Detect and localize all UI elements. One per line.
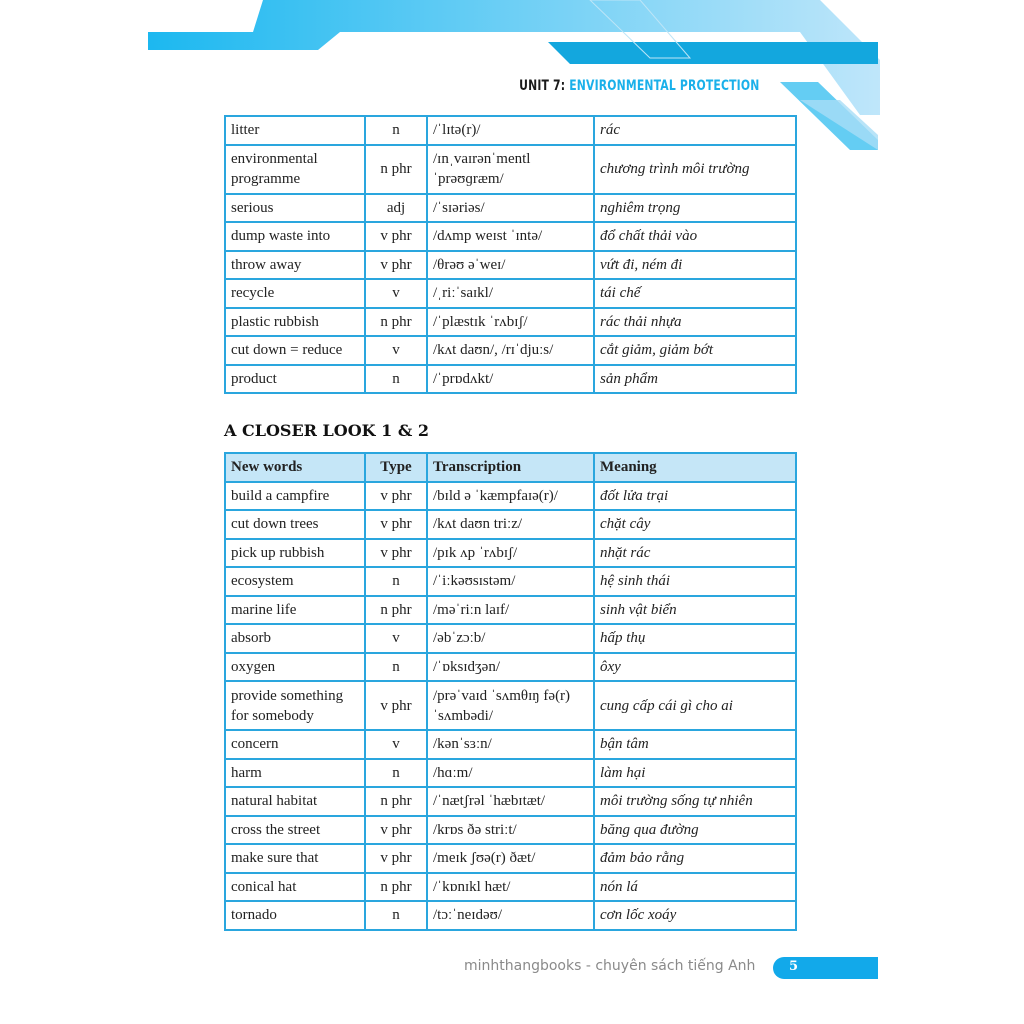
table-row xyxy=(225,681,796,730)
transcription-cell: /ˈɒksɪdʒən/ xyxy=(427,653,594,682)
word-cell: harm xyxy=(225,759,365,788)
transcription-cell: /bɪld ə ˈkæmpfaɪə(r)/ xyxy=(427,482,594,511)
type-cell: n xyxy=(365,901,427,930)
transcription-cell: /hɑːm/ xyxy=(427,759,594,788)
table-header-row xyxy=(225,453,796,482)
transcription-cell: /dʌmp weɪst ˈɪntə/ xyxy=(427,222,594,251)
table-row xyxy=(225,308,796,337)
meaning-cell: chương trình môi trường xyxy=(594,145,796,194)
table-row xyxy=(225,596,796,625)
meaning-cell: tái chế xyxy=(594,279,796,308)
type-cell: n xyxy=(365,116,427,145)
type-cell: n xyxy=(365,567,427,596)
table-row xyxy=(225,116,796,145)
meaning-cell: môi trường sống tự nhiên xyxy=(594,787,796,816)
word-cell: ecosystem xyxy=(225,567,365,596)
word-cell: product xyxy=(225,365,365,394)
word-cell: natural habitat xyxy=(225,787,365,816)
table-row xyxy=(225,653,796,682)
type-cell: n phr xyxy=(365,308,427,337)
table-row xyxy=(225,816,796,845)
table-row xyxy=(225,482,796,511)
word-cell: concern xyxy=(225,730,365,759)
type-cell: v phr xyxy=(365,251,427,280)
transcription-cell: /ˈlɪtə(r)/ xyxy=(427,116,594,145)
transcription-cell: /ˈnætʃrəl ˈhæbɪtæt/ xyxy=(427,787,594,816)
transcription-cell: /kʌt daʊn/, /rɪˈdjuːs/ xyxy=(427,336,594,365)
type-cell: v xyxy=(365,730,427,759)
type-cell: v phr xyxy=(365,681,427,730)
vocabulary-table-1 xyxy=(224,115,797,394)
transcription-cell: /əbˈzɔːb/ xyxy=(427,624,594,653)
meaning-cell: nghiêm trọng xyxy=(594,194,796,223)
word-cell: cross the street xyxy=(225,816,365,845)
meaning-cell: rác xyxy=(594,116,796,145)
word-cell: pick up rubbish xyxy=(225,539,365,568)
word-cell: build a campfire xyxy=(225,482,365,511)
meaning-cell: cung cấp cái gì cho ai xyxy=(594,681,796,730)
meaning-cell: rác thải nhựa xyxy=(594,308,796,337)
type-cell: v phr xyxy=(365,844,427,873)
table-row xyxy=(225,901,796,930)
table-row xyxy=(225,873,796,902)
meaning-cell: chặt cây xyxy=(594,510,796,539)
table-row xyxy=(225,510,796,539)
type-cell: v xyxy=(365,336,427,365)
transcription-cell: /pɪk ʌp ˈrʌbɪʃ/ xyxy=(427,539,594,568)
table-row xyxy=(225,624,796,653)
meaning-cell: nhặt rác xyxy=(594,539,796,568)
table-row xyxy=(225,787,796,816)
transcription-cell: /kʌt daʊn triːz/ xyxy=(427,510,594,539)
type-cell: v phr xyxy=(365,222,427,251)
word-cell: marine life xyxy=(225,596,365,625)
word-cell: oxygen xyxy=(225,653,365,682)
table-row xyxy=(225,336,796,365)
meaning-cell: đổ chất thải vào xyxy=(594,222,796,251)
transcription-cell: /tɔːˈneɪdəʊ/ xyxy=(427,901,594,930)
type-cell: n xyxy=(365,653,427,682)
word-cell: dump waste into xyxy=(225,222,365,251)
word-cell: cut down trees xyxy=(225,510,365,539)
type-cell: v phr xyxy=(365,510,427,539)
table-row xyxy=(225,365,796,394)
header-transcription: Transcription xyxy=(427,453,594,482)
meaning-cell: cơn lốc xoáy xyxy=(594,901,796,930)
unit-name: ENVIRONMENTAL PROTECTION xyxy=(568,78,759,94)
transcription-cell: /meɪk ʃʊə(r) ðæt/ xyxy=(427,844,594,873)
unit-title xyxy=(519,78,759,94)
table-row xyxy=(225,222,796,251)
header-type: Type xyxy=(365,453,427,482)
table-row xyxy=(225,194,796,223)
transcription-cell: /prəˈvaɪd ˈsʌmθɪŋ fə(r) ˈsʌmbədi/ xyxy=(427,681,594,730)
transcription-cell: /ˈiːkəʊsɪstəm/ xyxy=(427,567,594,596)
page-number: 5 xyxy=(789,959,799,974)
word-cell: absorb xyxy=(225,624,365,653)
table-row xyxy=(225,844,796,873)
table2-body xyxy=(225,482,796,930)
type-cell: n phr xyxy=(365,873,427,902)
transcription-cell: /kənˈsɜːn/ xyxy=(427,730,594,759)
word-cell: serious xyxy=(225,194,365,223)
type-cell: n xyxy=(365,759,427,788)
word-cell: make sure that xyxy=(225,844,365,873)
transcription-cell: /ˈkɒnɪkl hæt/ xyxy=(427,873,594,902)
transcription-cell: /ɪnˌvaɪrənˈmentl ˈprəʊɡræm/ xyxy=(427,145,594,194)
transcription-cell: /ˌriːˈsaɪkl/ xyxy=(427,279,594,308)
table-row xyxy=(225,145,796,194)
meaning-cell: đảm bảo rằng xyxy=(594,844,796,873)
section-title: A CLOSER LOOK 1 & 2 xyxy=(224,421,429,440)
meaning-cell: ôxy xyxy=(594,653,796,682)
word-cell: conical hat xyxy=(225,873,365,902)
meaning-cell: bận tâm xyxy=(594,730,796,759)
meaning-cell: vứt đi, ném đi xyxy=(594,251,796,280)
type-cell: n phr xyxy=(365,145,427,194)
type-cell: n phr xyxy=(365,596,427,625)
transcription-cell: /θrəʊ əˈweɪ/ xyxy=(427,251,594,280)
table-row xyxy=(225,279,796,308)
type-cell: n phr xyxy=(365,787,427,816)
meaning-cell: băng qua đường xyxy=(594,816,796,845)
word-cell: litter xyxy=(225,116,365,145)
word-cell: environmental programme xyxy=(225,145,365,194)
type-cell: v phr xyxy=(365,539,427,568)
table-row xyxy=(225,567,796,596)
transcription-cell: /krɒs ðə striːt/ xyxy=(427,816,594,845)
transcription-cell: /ˈplæstɪk ˈrʌbɪʃ/ xyxy=(427,308,594,337)
type-cell: v xyxy=(365,279,427,308)
word-cell: recycle xyxy=(225,279,365,308)
table-row xyxy=(225,251,796,280)
word-cell: plastic rubbish xyxy=(225,308,365,337)
type-cell: v phr xyxy=(365,816,427,845)
vocabulary-table-2 xyxy=(224,452,797,931)
meaning-cell: đốt lửa trại xyxy=(594,482,796,511)
transcription-cell: /ˈsɪəriəs/ xyxy=(427,194,594,223)
table-row xyxy=(225,539,796,568)
meaning-cell: hấp thụ xyxy=(594,624,796,653)
word-cell: provide something for somebody xyxy=(225,681,365,730)
meaning-cell: hệ sinh thái xyxy=(594,567,796,596)
header-new-words: New words xyxy=(225,453,365,482)
word-cell: cut down = reduce xyxy=(225,336,365,365)
type-cell: n xyxy=(365,365,427,394)
table1-body xyxy=(225,116,796,393)
table-row xyxy=(225,759,796,788)
type-cell: v xyxy=(365,624,427,653)
meaning-cell: sản phẩm xyxy=(594,365,796,394)
unit-label: UNIT 7: xyxy=(518,78,569,94)
header-meaning: Meaning xyxy=(594,453,796,482)
transcription-cell: /ˈprɒdʌkt/ xyxy=(427,365,594,394)
meaning-cell: sinh vật biển xyxy=(594,596,796,625)
meaning-cell: làm hại xyxy=(594,759,796,788)
type-cell: v phr xyxy=(365,482,427,511)
meaning-cell: cắt giảm, giảm bớt xyxy=(594,336,796,365)
word-cell: throw away xyxy=(225,251,365,280)
meaning-cell: nón lá xyxy=(594,873,796,902)
word-cell: tornado xyxy=(225,901,365,930)
transcription-cell: /məˈriːn laɪf/ xyxy=(427,596,594,625)
type-cell: adj xyxy=(365,194,427,223)
table-row xyxy=(225,730,796,759)
publisher-footer: minhthangbooks - chuyên sách tiếng Anh xyxy=(464,958,756,974)
page-number-tab xyxy=(773,957,878,979)
